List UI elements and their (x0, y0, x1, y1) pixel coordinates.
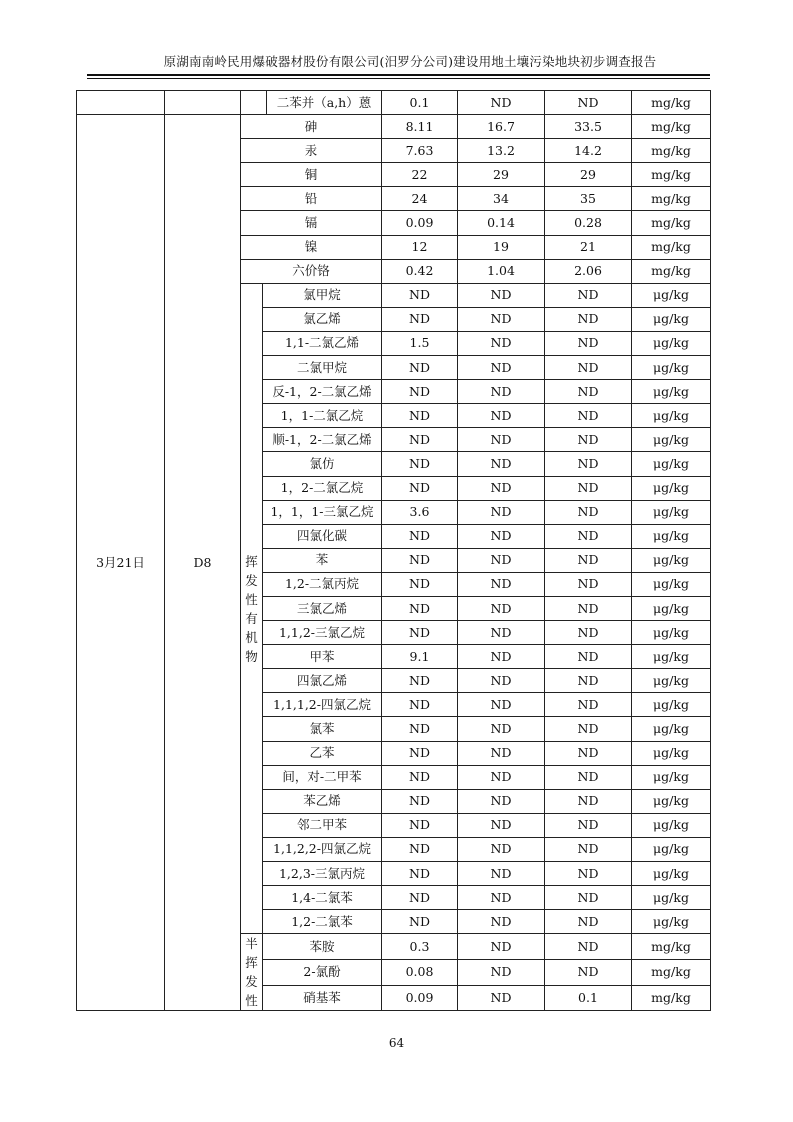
value-cell-3: ND (545, 621, 632, 645)
value-cell-3: ND (545, 91, 632, 115)
value-cell-1: ND (382, 621, 458, 645)
unit-cell: mg/kg (632, 934, 711, 960)
analyte-name: 砷 (241, 115, 382, 139)
value-cell-3: ND (545, 765, 632, 789)
value-cell-2: ND (458, 645, 545, 669)
value-cell-3: ND (545, 910, 632, 934)
unit-cell: μg/kg (632, 717, 711, 741)
value-cell-2: ND (458, 548, 545, 572)
value-cell-3: ND (545, 428, 632, 452)
unit-cell: μg/kg (632, 669, 711, 693)
unit-cell: μg/kg (632, 524, 711, 548)
voc-group-label (241, 283, 263, 934)
results-table (76, 90, 711, 1011)
unit-cell: mg/kg (632, 235, 711, 259)
unit-cell: μg/kg (632, 307, 711, 331)
analyte-name: 氯甲烷 (263, 283, 382, 307)
analyte-name: 四氯乙烯 (263, 669, 382, 693)
analyte-name: 铜 (241, 163, 382, 187)
analyte-name: 1,2-二氯丙烷 (263, 572, 382, 596)
unit-cell: μg/kg (632, 837, 711, 861)
unit-cell: μg/kg (632, 621, 711, 645)
value-cell-2: ND (458, 910, 545, 934)
analyte-name: 甲苯 (263, 645, 382, 669)
page-number: 64 (388, 1036, 405, 1050)
value-cell-3: 0.1 (545, 985, 632, 1011)
analyte-name: 1,2,3-三氯丙烷 (263, 862, 382, 886)
value-cell-1: 7.63 (382, 139, 458, 163)
value-cell-1: 1.5 (382, 331, 458, 355)
unit-cell: μg/kg (632, 283, 711, 307)
analyte-name: 1,1,2,2-四氯乙烷 (263, 837, 382, 861)
category-cell-empty (241, 91, 267, 115)
value-cell-3: ND (545, 380, 632, 404)
unit-cell: mg/kg (632, 985, 711, 1011)
analyte-name: 苯 (263, 548, 382, 572)
value-cell-2: ND (458, 886, 545, 910)
value-cell-2: ND (458, 356, 545, 380)
value-cell-2: 19 (458, 235, 545, 259)
value-cell-1: ND (382, 572, 458, 596)
unit-cell: μg/kg (632, 452, 711, 476)
value-cell-2: ND (458, 669, 545, 693)
report-header-title: 原湖南南岭民用爆破器材股份有限公司(汨罗分公司)建设用地土壤污染地块初步调查报告 (163, 54, 657, 69)
unit-cell: mg/kg (632, 959, 711, 985)
value-cell-2: ND (458, 837, 545, 861)
unit-cell: μg/kg (632, 428, 711, 452)
value-cell-3: ND (545, 717, 632, 741)
analyte-name: 四氯化碳 (263, 524, 382, 548)
analyte-name: 硝基苯 (263, 985, 382, 1011)
sampling-point: D8 (165, 115, 241, 1011)
value-cell-2: ND (458, 331, 545, 355)
value-cell-1: 8.11 (382, 115, 458, 139)
value-cell-1: ND (382, 886, 458, 910)
value-cell-2: 29 (458, 163, 545, 187)
analyte-name: 1，1，1-三氯乙烷 (263, 500, 382, 524)
value-cell-1: ND (382, 524, 458, 548)
unit-cell: mg/kg (632, 91, 711, 115)
unit-cell: μg/kg (632, 356, 711, 380)
value-cell-1: ND (382, 596, 458, 620)
value-cell-2: ND (458, 476, 545, 500)
unit-cell: mg/kg (632, 211, 711, 235)
analyte-name: 1，1-二氯乙烷 (263, 404, 382, 428)
value-cell-1: 24 (382, 187, 458, 211)
value-cell-1: 0.08 (382, 959, 458, 985)
value-cell-2: ND (458, 789, 545, 813)
value-cell-1: ND (382, 283, 458, 307)
analyte-name: 1,2-二氯苯 (263, 910, 382, 934)
value-cell-3: ND (545, 476, 632, 500)
value-cell-3: ND (545, 886, 632, 910)
value-cell-2: ND (458, 862, 545, 886)
value-cell-2: 1.04 (458, 259, 545, 283)
value-cell-1: ND (382, 307, 458, 331)
value-cell-3: ND (545, 741, 632, 765)
value-cell-1: 0.1 (382, 91, 458, 115)
value-cell-2: ND (458, 717, 545, 741)
value-cell-1: ND (382, 428, 458, 452)
analyte-name: 氯苯 (263, 717, 382, 741)
value-cell-3: ND (545, 307, 632, 331)
value-cell-2: ND (458, 934, 545, 960)
analyte-name: 氯乙烯 (263, 307, 382, 331)
analyte-name: 三氯乙烯 (263, 596, 382, 620)
value-cell-1: ND (382, 813, 458, 837)
value-cell-2: ND (458, 813, 545, 837)
value-cell-1: ND (382, 452, 458, 476)
sampling-date: 3月21日 (77, 115, 165, 1011)
unit-cell: μg/kg (632, 548, 711, 572)
value-cell-2: ND (458, 596, 545, 620)
value-cell-2: ND (458, 500, 545, 524)
value-cell-3: ND (545, 934, 632, 960)
unit-cell: mg/kg (632, 139, 711, 163)
value-cell-1: ND (382, 789, 458, 813)
value-cell-2: ND (458, 524, 545, 548)
analyte-name: 镉 (241, 211, 382, 235)
analyte-name: 二苯并（a,h）蒽 (267, 91, 382, 115)
value-cell-1: ND (382, 741, 458, 765)
value-cell-3: ND (545, 813, 632, 837)
analyte-name: 苯胺 (263, 934, 382, 960)
analyte-name: 苯乙烯 (263, 789, 382, 813)
value-cell-2: 13.2 (458, 139, 545, 163)
header-rule-thick (87, 74, 710, 76)
value-cell-2: 34 (458, 187, 545, 211)
value-cell-2: 0.14 (458, 211, 545, 235)
unit-cell: μg/kg (632, 910, 711, 934)
value-cell-1: ND (382, 404, 458, 428)
value-cell-3: ND (545, 404, 632, 428)
unit-cell: μg/kg (632, 404, 711, 428)
value-cell-1: ND (382, 910, 458, 934)
unit-cell: μg/kg (632, 645, 711, 669)
unit-cell: μg/kg (632, 765, 711, 789)
analyte-name: 间，对-二甲苯 (263, 765, 382, 789)
value-cell-3: ND (545, 356, 632, 380)
value-cell-2: ND (458, 572, 545, 596)
unit-cell: μg/kg (632, 813, 711, 837)
value-cell-3: 0.28 (545, 211, 632, 235)
point-cell-empty (165, 91, 241, 115)
value-cell-2: 16.7 (458, 115, 545, 139)
unit-cell: μg/kg (632, 886, 711, 910)
analyte-name: 邻二甲苯 (263, 813, 382, 837)
value-cell-3: ND (545, 862, 632, 886)
value-cell-2: ND (458, 428, 545, 452)
analyte-name: 二氯甲烷 (263, 356, 382, 380)
unit-cell: μg/kg (632, 789, 711, 813)
unit-cell: μg/kg (632, 862, 711, 886)
value-cell-3: ND (545, 283, 632, 307)
unit-cell: μg/kg (632, 500, 711, 524)
analyte-name: 1,1-二氯乙烯 (263, 331, 382, 355)
value-cell-1: 12 (382, 235, 458, 259)
analyte-name: 铅 (241, 187, 382, 211)
voc-group-label-text: 挥发性有机物 (245, 553, 258, 664)
results-table-body (77, 91, 711, 1011)
value-cell-3: 21 (545, 235, 632, 259)
value-cell-3: ND (545, 669, 632, 693)
value-cell-1: ND (382, 765, 458, 789)
value-cell-2: ND (458, 693, 545, 717)
value-cell-3: ND (545, 789, 632, 813)
value-cell-1: ND (382, 356, 458, 380)
value-cell-2: ND (458, 452, 545, 476)
unit-cell: μg/kg (632, 476, 711, 500)
unit-cell: μg/kg (632, 741, 711, 765)
value-cell-1: 22 (382, 163, 458, 187)
value-cell-3: ND (545, 693, 632, 717)
value-cell-2: ND (458, 283, 545, 307)
analyte-name: 2-氯酚 (263, 959, 382, 985)
value-cell-1: ND (382, 669, 458, 693)
table-row (77, 115, 711, 139)
value-cell-2: ND (458, 380, 545, 404)
value-cell-1: ND (382, 380, 458, 404)
value-cell-2: ND (458, 307, 545, 331)
value-cell-1: 0.42 (382, 259, 458, 283)
value-cell-3: ND (545, 645, 632, 669)
value-cell-1: 0.3 (382, 934, 458, 960)
header-rule-thin (87, 78, 710, 79)
value-cell-2: ND (458, 404, 545, 428)
analyte-name: 1,1,2-三氯乙烷 (263, 621, 382, 645)
value-cell-3: ND (545, 452, 632, 476)
value-cell-3: ND (545, 548, 632, 572)
value-cell-3: ND (545, 500, 632, 524)
value-cell-1: ND (382, 862, 458, 886)
analyte-name: 顺-1，2-二氯乙烯 (263, 428, 382, 452)
value-cell-1: ND (382, 717, 458, 741)
analyte-name: 六价铬 (241, 259, 382, 283)
unit-cell: μg/kg (632, 693, 711, 717)
unit-cell: mg/kg (632, 163, 711, 187)
value-cell-2: ND (458, 959, 545, 985)
value-cell-1: ND (382, 548, 458, 572)
value-cell-3: ND (545, 959, 632, 985)
value-cell-1: 0.09 (382, 985, 458, 1011)
value-cell-3: ND (545, 572, 632, 596)
value-cell-2: ND (458, 765, 545, 789)
analyte-name: 乙苯 (263, 741, 382, 765)
analyte-name: 汞 (241, 139, 382, 163)
value-cell-3: 33.5 (545, 115, 632, 139)
unit-cell: μg/kg (632, 596, 711, 620)
value-cell-3: 35 (545, 187, 632, 211)
analyte-name: 1，2-二氯乙烷 (263, 476, 382, 500)
unit-cell: mg/kg (632, 259, 711, 283)
value-cell-3: ND (545, 837, 632, 861)
value-cell-1: ND (382, 476, 458, 500)
date-cell-empty (77, 91, 165, 115)
unit-cell: μg/kg (632, 331, 711, 355)
value-cell-2: ND (458, 91, 545, 115)
svoc-group-label-text: 半挥发性 (245, 936, 258, 1009)
value-cell-2: ND (458, 741, 545, 765)
value-cell-3: ND (545, 596, 632, 620)
value-cell-3: 29 (545, 163, 632, 187)
value-cell-1: 9.1 (382, 645, 458, 669)
value-cell-1: 0.09 (382, 211, 458, 235)
value-cell-3: 2.06 (545, 259, 632, 283)
value-cell-3: ND (545, 524, 632, 548)
analyte-name: 镍 (241, 235, 382, 259)
unit-cell: μg/kg (632, 572, 711, 596)
analyte-name: 反-1，2-二氯乙烯 (263, 380, 382, 404)
value-cell-2: ND (458, 621, 545, 645)
value-cell-1: ND (382, 837, 458, 861)
analyte-name: 1,4-二氯苯 (263, 886, 382, 910)
unit-cell: mg/kg (632, 187, 711, 211)
table-row (77, 91, 711, 115)
value-cell-3: ND (545, 331, 632, 355)
unit-cell: mg/kg (632, 115, 711, 139)
analyte-name: 氯仿 (263, 452, 382, 476)
value-cell-1: ND (382, 693, 458, 717)
unit-cell: μg/kg (632, 380, 711, 404)
value-cell-3: 14.2 (545, 139, 632, 163)
svoc-group-label (241, 934, 263, 1011)
value-cell-1: 3.6 (382, 500, 458, 524)
analyte-name: 1,1,1,2-四氯乙烷 (263, 693, 382, 717)
value-cell-2: ND (458, 985, 545, 1011)
